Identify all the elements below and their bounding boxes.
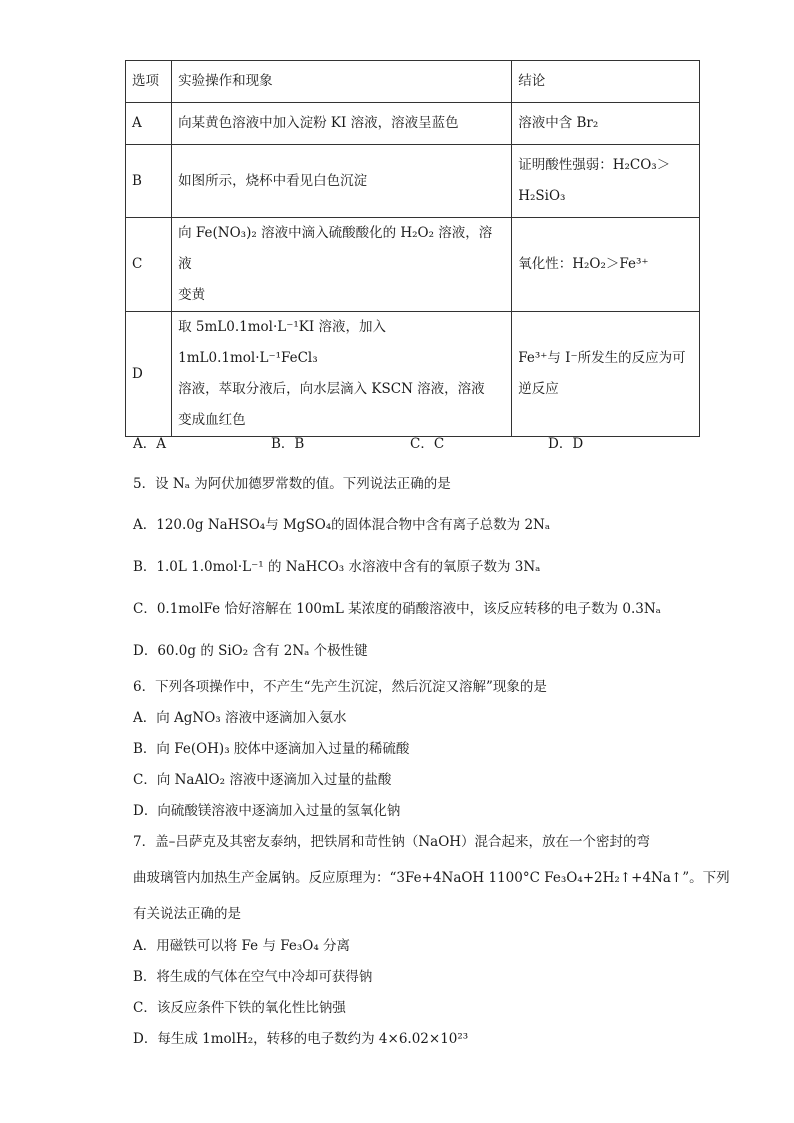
- question-6-option-b[interactable]: B．向 Fe(OH)₃ 胶体中逐滴加入过量的稀硫酸: [133, 741, 410, 757]
- row-option: D: [126, 312, 172, 437]
- question-7-stem-line: 曲玻璃管内加热生产金属钠。反应原理为：“3Fe+4NaOH 1100°C Fe₃O₄+2H₂↑+4Na↑”。下列: [133, 870, 730, 886]
- row-operation: 如图所示，烧杯中看见白色沉淀: [172, 145, 512, 218]
- row-conclusion: [512, 312, 700, 437]
- table-row: [126, 312, 700, 437]
- conclusion-line: 逆反应: [518, 381, 559, 397]
- question-6-option-d[interactable]: D．向硫酸镁溶液中逐滴加入过量的氢氧化钠: [133, 803, 401, 819]
- question-4-table: [125, 60, 700, 437]
- conclusion-line: 证明酸性强弱：H₂CO₃＞: [518, 157, 671, 173]
- operation-line: 变成血红色: [178, 412, 246, 428]
- question-4-choices: [133, 432, 693, 456]
- question-6-stem: 6．下列各项操作中，不产生“先产生沉淀，然后沉淀又溶解”现象的是: [133, 679, 547, 695]
- choice-c[interactable]: C．C: [410, 436, 445, 452]
- table-header-row: [126, 61, 700, 103]
- choice-b[interactable]: B．B: [271, 436, 305, 452]
- question-7-stem-line: 有关说法正确的是: [133, 906, 241, 922]
- row-conclusion: 氧化性：H₂O₂＞Fe³⁺: [512, 218, 700, 312]
- question-5-option-b[interactable]: B．1.0L 1.0mol·L⁻¹ 的 NaHCO₃ 水溶液中含有的氧原子数为 3Nₐ: [133, 559, 541, 575]
- conclusion-line: Fe³⁺与 I⁻所发生的反应为可: [518, 350, 686, 366]
- question-7-option-c[interactable]: C．该反应条件下铁的氧化性比钠强: [133, 1000, 346, 1016]
- table-row: [126, 145, 700, 218]
- operation-line: 向 Fe(NO₃)₂ 溶液中滴入硫酸酸化的 H₂O₂ 溶液，溶液: [178, 225, 493, 272]
- question-6-option-a[interactable]: A．向 AgNO₃ 溶液中逐滴加入氨水: [133, 710, 347, 726]
- row-operation: [172, 218, 512, 312]
- question-5-option-a[interactable]: A．120.0g NaHSO₄与 MgSO₄的固体混合物中含有离子总数为 2Nₐ: [133, 517, 551, 533]
- table-row: [126, 103, 700, 145]
- row-conclusion: [512, 145, 700, 218]
- conclusion-line: H₂SiO₃: [518, 188, 566, 204]
- question-7-option-b[interactable]: B．将生成的气体在空气中冷却可获得钠: [133, 969, 373, 985]
- operation-line: 变黄: [178, 287, 206, 303]
- row-option: B: [126, 145, 172, 218]
- question-7-stem-line: 7．盖–吕萨克及其密友泰纳，把铁屑和苛性钠（NaOH）混合起来，放在一个密封的弯: [133, 834, 651, 850]
- row-option: C: [126, 218, 172, 312]
- table-row: [126, 218, 700, 312]
- header-conclusion: 结论: [512, 61, 700, 103]
- question-7-option-a[interactable]: A．用磁铁可以将 Fe 与 Fe₃O₄ 分离: [133, 938, 351, 954]
- choice-d[interactable]: D．D: [548, 436, 584, 452]
- row-operation: 向某黄色溶液中加入淀粉 KI 溶液，溶液呈蓝色: [172, 103, 512, 145]
- question-5-stem: 5．设 Nₐ 为阿伏加德罗常数的值。下列说法正确的是: [133, 476, 451, 492]
- operation-line: 溶液，萃取分液后，向水层滴入 KSCN 溶液，溶液: [178, 381, 485, 397]
- question-5-option-c[interactable]: C．0.1molFe 恰好溶解在 100mL 某浓度的硝酸溶液中，该反应转移的电子数为 0.3Nₐ: [133, 601, 661, 617]
- question-7-option-d[interactable]: D．每生成 1molH₂，转移的电子数约为 4×6.02×10²³: [133, 1031, 469, 1047]
- row-operation: [172, 312, 512, 437]
- header-option: 选项: [126, 61, 172, 103]
- choice-a[interactable]: A．A: [133, 436, 166, 452]
- row-conclusion: 溶液中含 Br₂: [512, 103, 700, 145]
- question-6-option-c[interactable]: C．向 NaAlO₂ 溶液中逐滴加入过量的盐酸: [133, 772, 392, 788]
- row-option: A: [126, 103, 172, 145]
- header-operation: 实验操作和现象: [172, 61, 512, 103]
- question-5-option-d[interactable]: D．60.0g 的 SiO₂ 含有 2Nₐ 个极性键: [133, 643, 368, 659]
- operation-line: 取 5mL0.1mol·L⁻¹KI 溶液，加入 1mL0.1mol·L⁻¹FeCl₃: [178, 319, 386, 366]
